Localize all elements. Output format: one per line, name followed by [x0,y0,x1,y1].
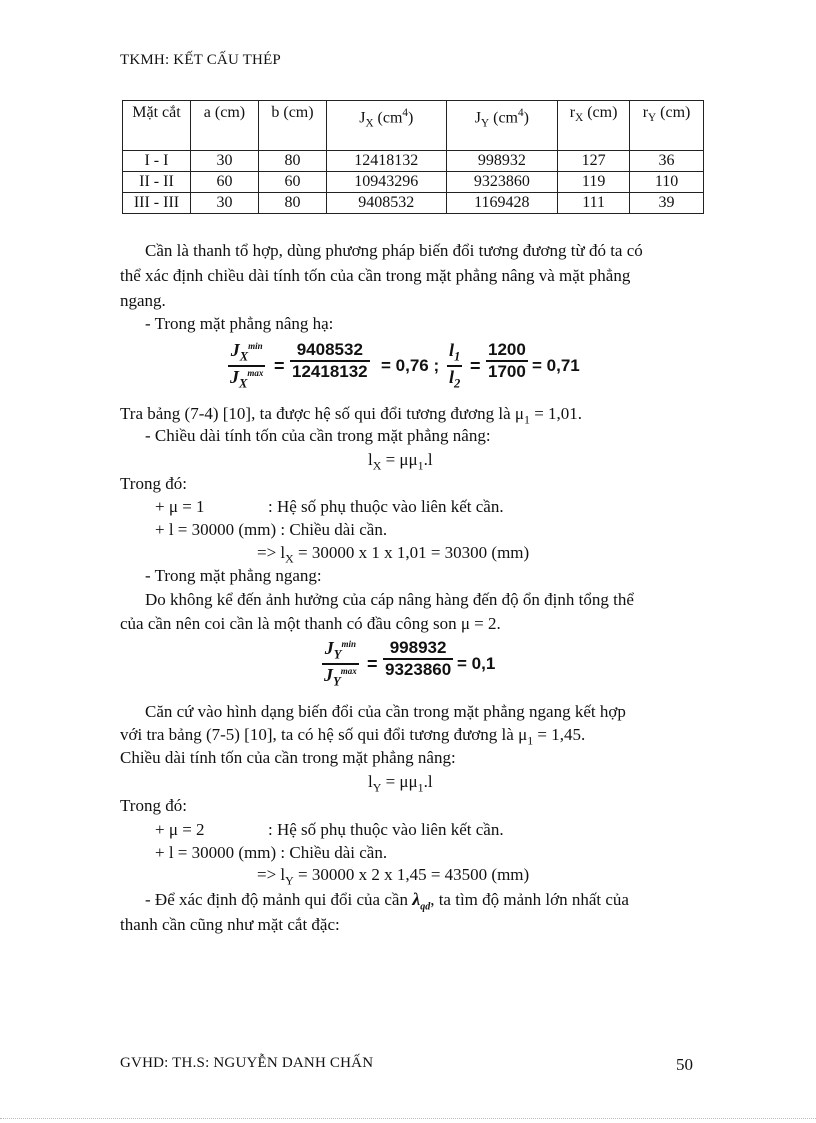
fraction-jx-values: $\frac{9408532}{12418132}$ [292,340,368,381]
section-properties-table [122,100,704,214]
paragraph-line: - Để xác định độ mảnh qui đổi của cần $\lambda_{qd}$, ta tìm độ mảnh lớn nhất của [145,889,629,913]
col-header-a: a (cm) [190,101,258,151]
paragraph-line: thanh cần cũng như mặt cắt đặc: [120,915,340,934]
table-cell: 119 [558,172,630,193]
table-cell: 80 [258,151,326,172]
page-number: 50 [676,1055,693,1074]
table-cell: 30 [190,193,258,214]
mu-description: : Hệ số phụ thuộc vào liên kết cần. [268,820,504,839]
table-cell: 60 [258,172,326,193]
table-cell: II - II [123,172,191,193]
table-cell: 998932 [446,151,558,172]
length-definition: + l = 30000 (mm) : Chiều dài cần. [155,520,388,539]
bullet-length-lift: - Chiều dài tính tốn của cần trong mặt phẳng nâng: [145,426,491,445]
mu-definition: + μ = 2 [155,820,205,839]
paragraph-line: Cần là thanh tổ hợp, dùng phương pháp biến đổi tương đương từ đó ta có [145,241,643,260]
table-row [123,151,704,172]
label-trong-do: Trong đó: [120,474,187,493]
table-cell: III - III [123,193,191,214]
table-cell: 12418132 [326,151,446,172]
fraction-jy-values: $\frac{998932}{9323860}$ [385,638,452,679]
lambda-symbol: $\lambda_{qd}$ [412,889,431,913]
table-cell: 10943296 [326,172,446,193]
col-header-b: b (cm) [258,101,326,151]
col-header-jx: $J_X$ $(cm^4)$ [326,101,446,151]
fraction-jx-ratio: $J_X^{min}$ $J_X^{max}$ [230,340,264,391]
paragraph-line: Căn cứ vào hình dạng biến đổi của cần trong mặt phẳng ngang kết hợp [145,702,626,721]
table-cell: 9408532 [326,193,446,214]
table-cell: 30 [190,151,258,172]
table-cell: 80 [258,193,326,214]
table-header-row [123,101,704,151]
footer-advisor: GVHD: TH.S: NGUYỄN DANH CHẤN [120,1055,374,1071]
col-header-rx: $r_X$ (cm) [558,101,630,151]
table-cell: I - I [123,151,191,172]
label-trong-do: Trong đó: [120,796,187,815]
length-definition: + l = 30000 (mm) : Chiều dài cần. [155,843,388,862]
fraction-jy-ratio: $J_Y^{min}$ $J_Y^{max}$ [324,638,357,689]
paragraph-line: của cần nên coi cần là một thanh có đầu công son μ = 2. [120,614,501,633]
bullet-horizontal-plane: - Trong mặt phẳng ngang: [145,566,322,585]
paragraph-line: ngang. [120,291,166,310]
page-bottom-divider [0,1118,816,1119]
formula-lx: $l_X = \mu\mu_1.l$ [368,450,433,473]
col-header-section: Mặt cắt [123,101,191,151]
table-cell: 1169428 [446,193,558,214]
col-header-ry: $r_Y$ (cm) [630,101,704,151]
mu-definition: + μ = 1 [155,497,205,516]
table-cell: 127 [558,151,630,172]
paragraph-line: với tra bảng (7-5) [10], ta có hệ số qui đổi tương đương là $\mu_1 = 1,45$. [120,725,586,748]
table-cell: 111 [558,193,630,214]
table-cell: 9323860 [446,172,558,193]
lx-calculation: => $l_X = 30000$ x 1 x 1,01 = 30300 (mm) [257,543,530,566]
table-cell: 36 [630,151,704,172]
fraction-l-ratio: $\frac{l_1}{l_2}$ [449,340,461,391]
formula-ly: $l_Y = \mu\mu_1.l$ [368,772,433,795]
mu-description: : Hệ số phụ thuộc vào liên kết cần. [268,497,504,516]
paragraph-line: thể xác định chiều dài tính tốn của cần trong mặt phẳng nâng và mặt phẳng [120,266,631,285]
table-row [123,172,704,193]
table-cell: 60 [190,172,258,193]
paragraph-line: Do không kể đến ảnh hưởng của cáp nâng hàng đến độ ổn định tổng thể [145,590,634,609]
paragraph-line: Chiều dài tính tốn của cần trong mặt phẳng nâng: [120,748,456,767]
paragraph-line: Tra bảng (7-4) [10], ta được hệ số qui đổi tương đương là $\mu_1 = 1,01$. [120,404,583,427]
table-cell: 39 [630,193,704,214]
table-cell: 110 [630,172,704,193]
page-header: TKMH: KẾT CẤU THÉP [120,52,281,68]
col-header-jy: $J_Y$ $(cm^4)$ [446,101,558,151]
fraction-l-values: $\frac{1200}{1700}$ [488,340,526,381]
ly-calculation: => $l_Y = 30000$ x 2 x 1,45 = 43500 (mm) [257,865,530,888]
table-row [123,193,704,214]
bullet-lift-plane: - Trong mặt phẳng nâng hạ: [145,314,334,333]
